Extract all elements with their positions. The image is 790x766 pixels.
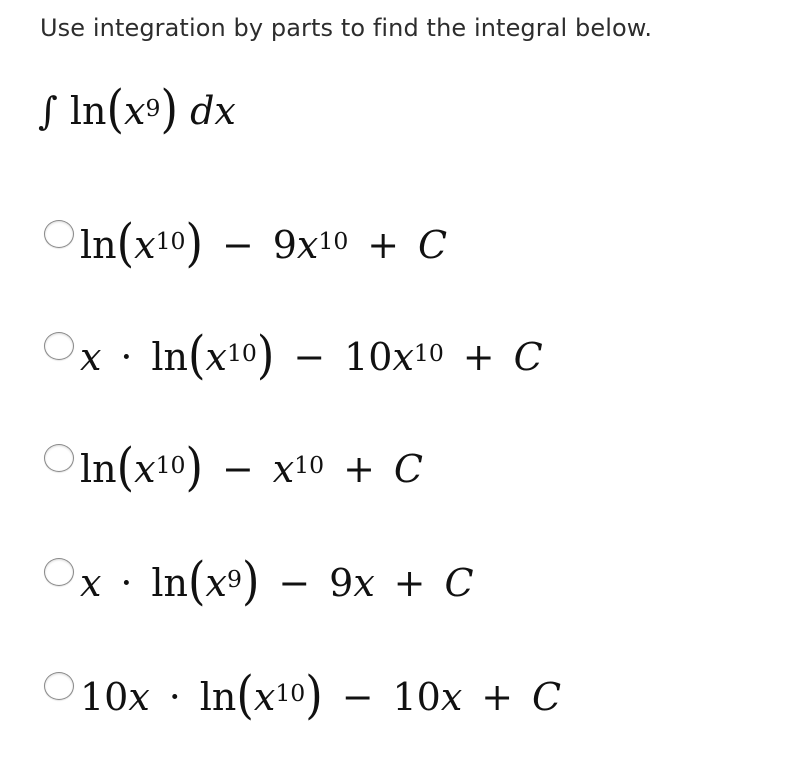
- answer-option-3[interactable]: [44, 436, 423, 496]
- radio-button-option-2[interactable]: [44, 332, 74, 360]
- exponent: 9: [145, 93, 161, 122]
- option-5-expression: $10x \cdot \ln(x^{10}) - 10x + C$: [80, 663, 562, 725]
- option-4-expression: $x \cdot \ln(x^9) - 9x + C$: [80, 549, 474, 611]
- radio-button-option-3[interactable]: [44, 444, 74, 472]
- question-prompt: Use integration by parts to find the integral below.: [40, 14, 653, 42]
- answer-option-2[interactable]: [44, 324, 543, 384]
- radio-button-option-1[interactable]: [44, 220, 74, 248]
- answer-option-4[interactable]: [44, 550, 474, 610]
- differential: dx: [190, 89, 236, 133]
- option-1-expression: $\ln(x^{10}) - 9x^{10} + C$: [80, 211, 448, 273]
- answer-option-1[interactable]: [44, 212, 447, 272]
- answer-option-5[interactable]: [44, 664, 561, 724]
- integral-sign: ∫: [38, 89, 58, 133]
- radio-button-option-5[interactable]: [44, 672, 74, 700]
- integral-expression: ∫ $\ln(x^9)$ dx: [38, 78, 236, 139]
- radio-button-option-4[interactable]: [44, 558, 74, 586]
- option-3-expression: $\ln(x^{10}) - x^{10} + C$: [80, 435, 423, 497]
- option-2-expression: $x \cdot \ln(x^{10}) - 10x^{10} + C$: [80, 323, 543, 385]
- ln-function: ln: [69, 89, 107, 133]
- variable: x: [124, 89, 146, 133]
